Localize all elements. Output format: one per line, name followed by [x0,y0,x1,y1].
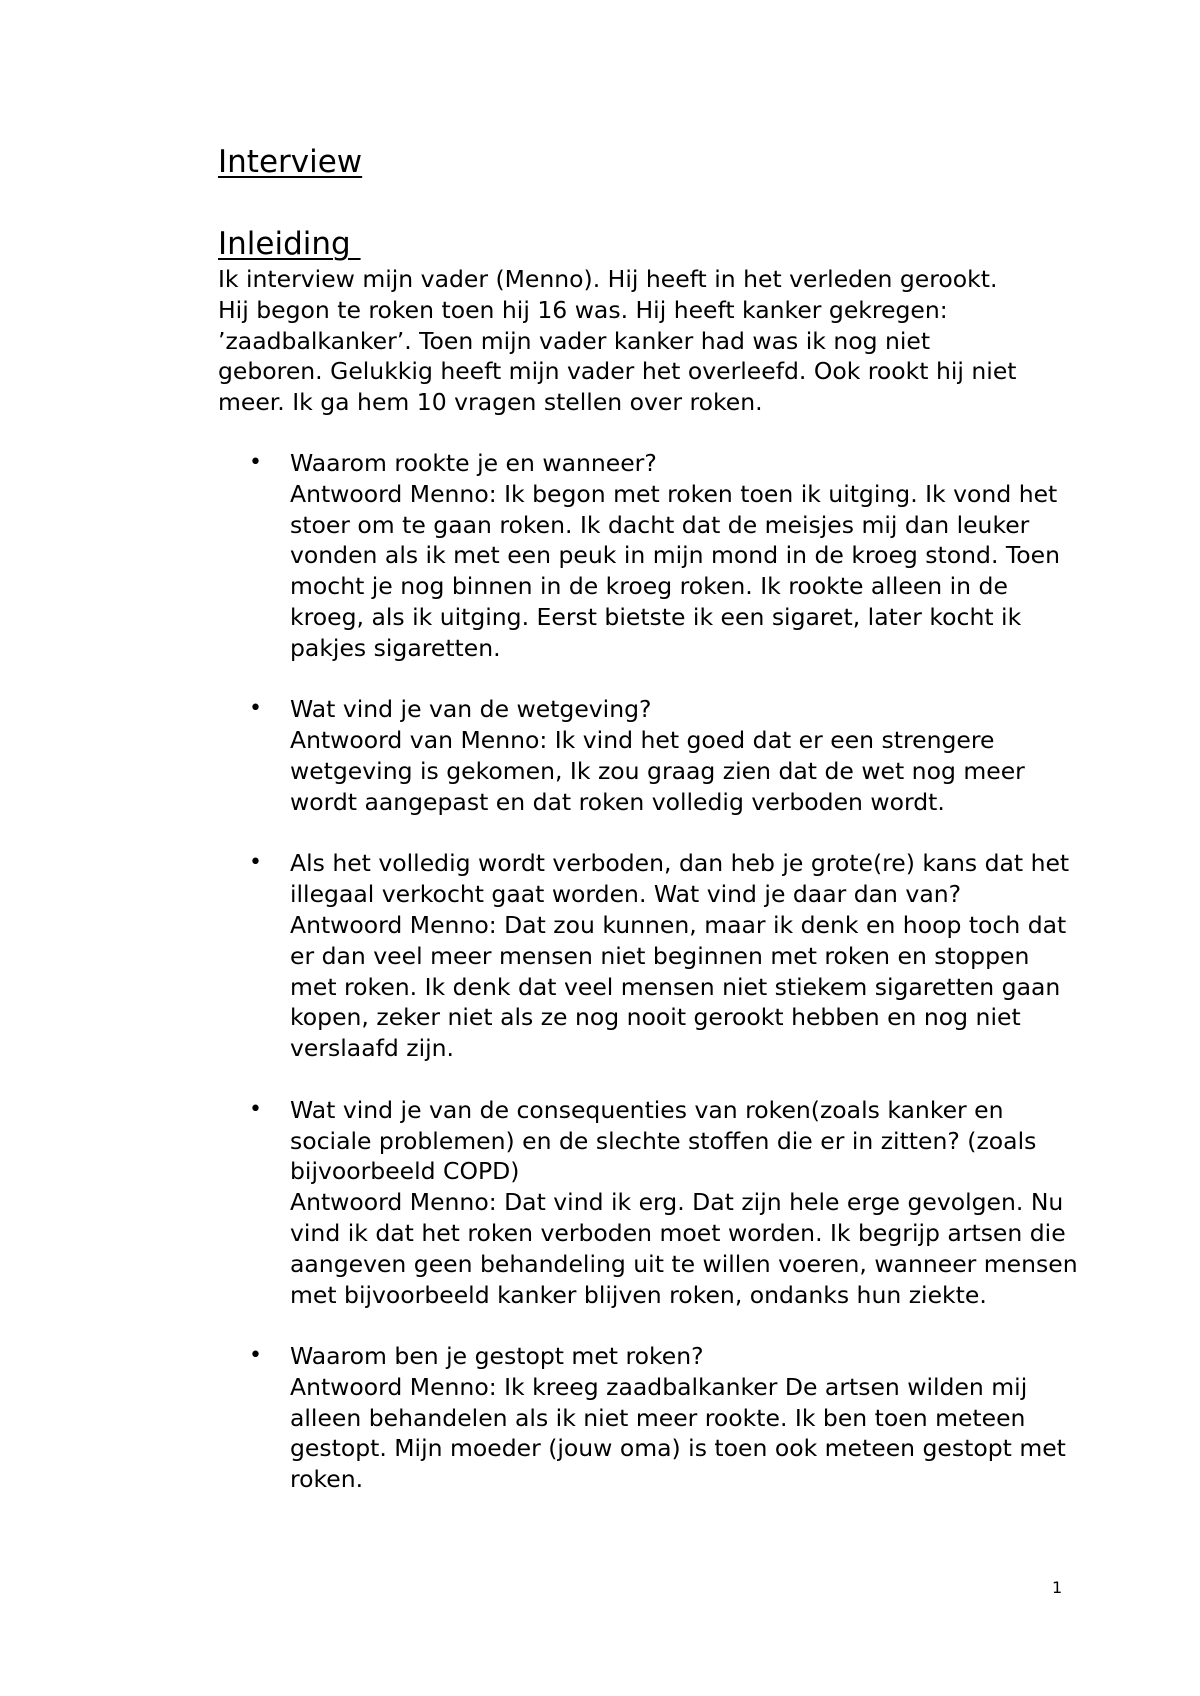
bullet-icon: • [249,850,262,876]
intro-line: Ik interview mijn vader (Menno). Hij heeft in het verleden gerookt. [218,265,998,293]
bullet-icon: • [249,696,262,722]
answer-text: Antwoord van Menno: Ik vind het goed dat er een strengere wetgeving is gekomen, Ik zou graag zien dat de wet nog meer wordt aangepast en dat roken volledig verboden wordt. [290,726,1025,816]
list-item [218,448,1078,664]
list-item [218,1095,1078,1311]
question-text: Wat vind je van de consequenties van roken(zoals kanker en sociale problemen) en de slechte stoffen die er in zitten? (zoals bijvoorbeeld COPD) [290,1095,1037,1186]
bullet-icon: • [249,1096,262,1122]
bullet-icon: • [249,1343,262,1369]
section-heading-inleiding: Inleiding [218,226,361,262]
intro-line: ’zaadbalkanker’. Toen mijn vader kanker had was ik nog niet [218,326,931,355]
document-title: Interview [218,144,363,180]
list-item [218,848,1078,1064]
intro-line: meer. Ik ga hem 10 vragen stellen over roken. [218,388,763,417]
answer-text: Antwoord Menno: Ik begon met roken toen ik uitging. Ik vond het stoer om te gaan roken. Ik dacht dat de meisjes mij dan leuker vonden als ik met een peuk in mijn mond in de kroeg stond. Toen mocht je nog binnen in de kroeg roken. Ik rookte alleen in de kroeg, als ik uitging. Eerst bietste ik een sigaret, later kocht ik pakjes sigaretten. [290,479,1060,662]
question-text: Waarom rookte je en wanneer? [290,448,657,477]
intro-line: geboren. Gelukkig heeft mijn vader het overleefd. Ook rookt hij niet [218,357,1017,386]
list-item [218,1341,1078,1495]
question-text: Waarom ben je gestopt met roken? [290,1342,704,1371]
interview-question-list [218,448,1078,1495]
answer-text: Antwoord Menno: Dat zou kunnen, maar ik denk en hoop toch dat er dan veel meer mensen niet beginnen met roken en stoppen met roken. Ik denk dat veel mensen niet stiekem sigaretten gaan kopen, zeker niet als ze nog nooit gerookt hebben en nog niet verslaafd zijn. [290,910,1067,1063]
intro-line: Hij begon te roken toen hij 16 was. Hij heeft kanker gekregen: [218,295,948,324]
bullet-icon: • [249,449,262,475]
document-body [218,224,1078,1526]
answer-text: Antwoord Menno: Dat vind ik erg. Dat zijn hele erge gevolgen. Nu vind ik dat het roken verboden moet worden. Ik begrijp artsen die aangeven geen behandeling uit te willen voeren, wanneer mensen met bijvoorbeeld kanker blijven roken, ondanks hun ziekte. [290,1188,1078,1309]
list-item [218,694,1078,817]
page-number: 1 [1052,1578,1063,1597]
intro-paragraph [218,264,1078,418]
question-text: Als het volledig wordt verboden, dan heb je grote(re) kans dat het illegaal verkocht gaat worden. Wat vind je daar dan van? [290,849,1070,909]
question-text: Wat vind je van de wetgeving? [290,695,652,724]
answer-text: Antwoord Menno: Ik kreeg zaadbalkanker De artsen wilden mij alleen behandelen als ik niet meer rookte. Ik ben toen meteen gestopt. Mijn moeder (jouw oma) is toen ook meteen gestopt met roken. [290,1372,1066,1494]
